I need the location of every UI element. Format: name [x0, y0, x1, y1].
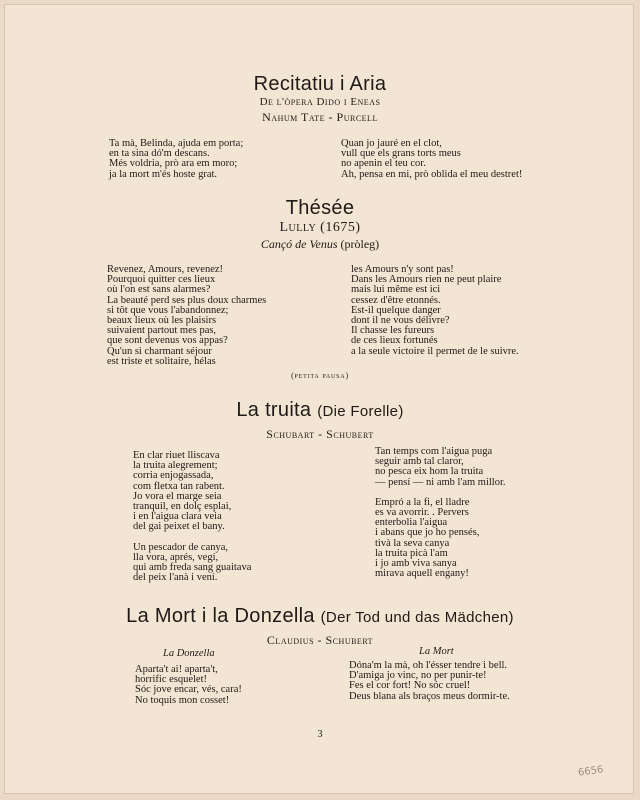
verse-line: Jo vora el marge seia	[133, 490, 222, 502]
section-authors: Schubart - Schubert	[266, 427, 374, 441]
verse-line: Aparta't ai! aparta't,	[135, 664, 218, 675]
section-title	[5, 399, 635, 423]
verse-line: ja la mort m'és hoste grat.	[109, 168, 218, 180]
verse-line: lla vora, aprés, vegí,	[133, 551, 219, 563]
verse-line: les Amours n'y sont pas!	[351, 264, 454, 275]
verse-line: enterbolia l'aigua	[375, 517, 448, 529]
verse-line: es va avorrir. . Pervers	[375, 507, 469, 519]
verse-line: la truita alegrement;	[133, 460, 218, 472]
verse-line: com fletxa tan rabent.	[133, 480, 225, 492]
stanza	[375, 498, 506, 580]
verse-right	[375, 447, 506, 579]
verse-line: si tôt que vous l'abandonnez;	[107, 304, 229, 316]
column-heading-right: La Mort	[419, 646, 454, 657]
verse-line: En clar riuet lliscava	[133, 450, 220, 461]
section-authors: Nahum Tate - Purcell	[262, 110, 378, 124]
verse-line: i abans que jo ho pensés,	[375, 527, 480, 539]
archive-stamp: 6656	[576, 764, 604, 779]
verse-line: Tan temps com l'aigua puga	[375, 446, 493, 457]
verse-left	[107, 265, 266, 367]
section-truita	[5, 399, 635, 442]
verse-right	[349, 661, 510, 702]
section-subtitle	[5, 237, 635, 252]
subtitle-italic: Cançó de Venus	[260, 237, 338, 251]
verse-line: Ah, pensa en mi, prò oblida el meu destret!	[341, 168, 523, 180]
verse-line: vull que els grans torts meus	[341, 148, 461, 160]
verse-line: del peix l'anà i vení.	[133, 572, 218, 584]
page	[4, 4, 634, 794]
verse-line: Ta mà, Belinda, ajuda em porta;	[109, 138, 244, 149]
verse-right	[351, 265, 519, 357]
section-authors: Claudius - Schubert	[266, 633, 374, 647]
verse-line: i en l'aigua clara veia	[133, 511, 222, 523]
section-composer: Lully (1675)	[279, 220, 361, 235]
verse-line: cessez d'être etonnés.	[351, 294, 441, 306]
section-title: Recitatiu i Aria	[253, 73, 387, 95]
title-paren: (Die Forelle)	[317, 403, 404, 420]
section-mort-donzella	[5, 605, 635, 648]
verse-line: del gai peixet el bany.	[133, 521, 225, 533]
section-recitatiu	[5, 73, 635, 125]
verse-line: tivà la seva canya	[375, 537, 450, 549]
verse-line: Qu'un si charmant séjour	[107, 345, 212, 357]
verse-line: Empró a la fi, el lladre	[375, 496, 470, 508]
verse-line: seguir amb tal claror,	[375, 456, 464, 468]
verse-line: horrific esquelet!	[135, 674, 208, 686]
verse-line: de ces lieux fortunés	[351, 335, 438, 347]
verse-line: Il chasse les fureurs	[351, 325, 435, 337]
verse-line: est triste et solitaire, hélas	[107, 355, 216, 367]
verse-line: que sont devenus vos appas?	[107, 335, 228, 347]
pause-note: (petita pausa)	[291, 371, 349, 380]
section-title: Thésée	[285, 197, 355, 219]
verse-line: no apenin el teu cor.	[341, 158, 426, 170]
verse-line: mais lui même est ici	[351, 284, 441, 296]
verse-line: Un pescador de canya,	[133, 541, 229, 553]
verse-line: dont il ne vous délivre?	[351, 315, 450, 327]
verse-line: mirava aquell engany!	[375, 568, 469, 580]
verse-line: tranquil, en dolç esplai,	[133, 501, 232, 513]
verse-line: beaux lieux où les plaisirs	[107, 315, 217, 327]
verse-line: Sóc jove encar, vés, cara!	[135, 684, 242, 696]
page-number: 3	[317, 729, 323, 740]
verse-line: qui amb freda sang guaitava	[133, 562, 252, 574]
verse-line: Deus blana als braços meus dormir-te.	[349, 690, 510, 702]
verse-line: la truita picà l'am	[375, 547, 448, 559]
section-subtitle: De l'òpera Dido i Eneas	[259, 96, 381, 108]
verse-line: D'amiga jo vinc, no per punir-te!	[349, 670, 487, 682]
verse-left	[135, 665, 242, 706]
verse-left	[109, 139, 243, 180]
verse-line: où l'on est sans alarmes?	[107, 284, 211, 296]
stanza	[375, 447, 506, 488]
verse-line: no pesca eix hom la truita	[375, 466, 484, 478]
verse-line: No toquis mon cosset!	[135, 694, 230, 706]
stanza	[133, 451, 251, 533]
verse-line: La beauté perd ses plus doux charmes	[107, 294, 267, 306]
section-title	[5, 605, 635, 629]
verse-right	[341, 139, 522, 180]
section-thesee	[5, 197, 635, 252]
verse-line: suivaient partout mes pas,	[107, 325, 217, 337]
stanza	[133, 543, 251, 584]
title-paren: (Der Tod und das Mädchen)	[320, 609, 514, 626]
title-main: La truita	[236, 399, 312, 421]
verse-line: Est-il quelque danger	[351, 304, 441, 316]
verse-line: — pensí — ni amb l'am millor.	[375, 476, 506, 488]
verse-line: Dóna'm la mà, oh l'ésser tendre i bell.	[349, 660, 508, 671]
verse-line: Quan jo jauré en el clot,	[341, 138, 442, 149]
verse-line: Més voldria, prò ara em moro;	[109, 158, 238, 170]
verse-line: corria enjogassada,	[133, 470, 214, 482]
verse-line: Dans les Amours rien ne peut plaire	[351, 274, 502, 286]
verse-line: a la seule victoire il permet de le suivre.	[351, 345, 519, 357]
verse-line: Fes el cor fort! No sóc cruel!	[349, 680, 471, 692]
verse-left	[133, 451, 251, 583]
verse-line: Revenez, Amours, revenez!	[107, 264, 224, 275]
verse-line: i jo amb viva sanya	[375, 558, 457, 570]
subtitle-paren: (pròleg)	[340, 237, 380, 251]
column-heading-left: La Donzella	[163, 648, 215, 659]
title-main: La Mort i la Donzella	[126, 605, 315, 627]
verse-line: en ta sina dó'm descans.	[109, 148, 210, 160]
verse-line: Pourquoi quitter ces lieux	[107, 274, 216, 286]
